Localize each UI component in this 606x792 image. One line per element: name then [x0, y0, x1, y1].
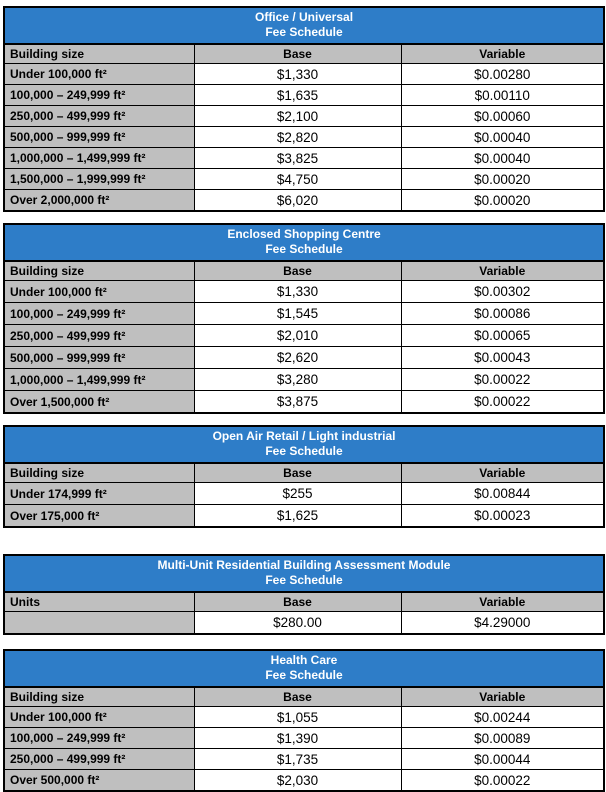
base-cell: $4,750: [194, 169, 401, 190]
column-header-base: Base: [194, 44, 401, 64]
column-header-variable: Variable: [401, 44, 604, 64]
variable-cell: $0.00022: [401, 391, 604, 414]
table-row: [4, 347, 604, 369]
building-size-cell: Under 100,000 ft²: [4, 281, 194, 303]
table-row: [4, 148, 604, 169]
fee-schedule-tables: [3, 6, 603, 792]
column-header-size: Building size: [4, 463, 194, 483]
base-cell: $3,280: [194, 369, 401, 391]
base-cell: $2,010: [194, 325, 401, 347]
building-size-cell: 250,000 – 499,999 ft²: [4, 106, 194, 127]
base-cell: $2,100: [194, 106, 401, 127]
column-header-base: Base: [194, 592, 401, 612]
table-title-row: [4, 224, 604, 261]
building-size-cell: 500,000 – 999,999 ft²: [4, 127, 194, 148]
building-size-cell: 100,000 – 249,999 ft²: [4, 728, 194, 749]
variable-cell: $0.00044: [401, 749, 604, 770]
table-row: [4, 369, 604, 391]
fee-table-open-air-retail-light-industrial: [3, 425, 605, 528]
table-title-row: [4, 426, 604, 463]
table-title: Office / Universal: [254, 10, 354, 24]
base-cell: $1,545: [194, 303, 401, 325]
fee-table-enclosed-shopping-centre: [3, 223, 605, 414]
fee-table-multi-unit-residential: [3, 554, 605, 635]
variable-cell: $0.00020: [401, 169, 604, 190]
variable-cell: $0.00022: [401, 369, 604, 391]
table-row: [4, 303, 604, 325]
fee-table-office-universal: [3, 6, 605, 212]
column-header-base: Base: [194, 463, 401, 483]
base-cell: $255: [194, 483, 401, 505]
table-row: [4, 483, 604, 505]
base-cell: $3,825: [194, 148, 401, 169]
table-row: [4, 85, 604, 106]
table-header: [4, 650, 604, 687]
column-header-variable: Variable: [401, 463, 604, 483]
table-row: [4, 64, 604, 85]
base-cell: $1,635: [194, 85, 401, 106]
table-header: [4, 426, 604, 463]
table-row: [4, 707, 604, 728]
column-header-variable: Variable: [401, 687, 604, 707]
variable-cell: $0.00244: [401, 707, 604, 728]
table-title-row: [4, 650, 604, 687]
variable-cell: $0.00022: [401, 770, 604, 792]
table-row: [4, 505, 604, 528]
table-title: Multi-Unit Residential Building Assessment Module: [157, 558, 451, 572]
base-cell: $3,875: [194, 391, 401, 414]
table-subtitle: Fee Schedule: [265, 444, 343, 458]
table-row: [4, 127, 604, 148]
column-header-variable: Variable: [401, 261, 604, 281]
table-row: [4, 391, 604, 414]
variable-cell: $0.00065: [401, 325, 604, 347]
variable-cell: $0.00023: [401, 505, 604, 528]
base-cell: $1,330: [194, 281, 401, 303]
base-cell: $2,820: [194, 127, 401, 148]
column-header-size: Units: [4, 592, 194, 612]
table-row: [4, 281, 604, 303]
variable-cell: $0.00043: [401, 347, 604, 369]
column-header-row: [4, 592, 604, 612]
column-header-size: Building size: [4, 687, 194, 707]
base-cell: $1,625: [194, 505, 401, 528]
variable-cell: $0.00302: [401, 281, 604, 303]
column-header-base: Base: [194, 687, 401, 707]
table-title: Open Air Retail / Light industrial: [212, 429, 396, 443]
building-size-cell: Over 1,500,000 ft²: [4, 391, 194, 414]
column-header-row: [4, 463, 604, 483]
table-row: [4, 169, 604, 190]
table-row: [4, 325, 604, 347]
building-size-cell: Under 100,000 ft²: [4, 707, 194, 728]
column-header-row: [4, 44, 604, 64]
table-header: [4, 7, 604, 44]
table-title-row: [4, 7, 604, 44]
building-size-cell: 100,000 – 249,999 ft²: [4, 85, 194, 106]
column-header-size: Building size: [4, 44, 194, 64]
variable-cell: $0.00020: [401, 190, 604, 212]
building-size-cell: Over 500,000 ft²: [4, 770, 194, 792]
base-cell: $2,030: [194, 770, 401, 792]
variable-cell: $0.00086: [401, 303, 604, 325]
building-size-cell: 250,000 – 499,999 ft²: [4, 325, 194, 347]
building-size-cell: Under 174,999 ft²: [4, 483, 194, 505]
variable-cell: $0.00040: [401, 148, 604, 169]
building-size-cell: 1,000,000 – 1,499,999 ft²: [4, 369, 194, 391]
column-header-base: Base: [194, 261, 401, 281]
base-cell: $2,620: [194, 347, 401, 369]
variable-cell: $0.00110: [401, 85, 604, 106]
column-header-variable: Variable: [401, 592, 604, 612]
column-header-size: Building size: [4, 261, 194, 281]
fee-table-health-care: [3, 649, 605, 792]
variable-cell: $0.00844: [401, 483, 604, 505]
table-title-row: [4, 555, 604, 592]
building-size-cell: Over 2,000,000 ft²: [4, 190, 194, 212]
table-subtitle: Fee Schedule: [265, 668, 343, 682]
table-header: [4, 224, 604, 261]
table-title: Health Care: [270, 653, 338, 667]
table-subtitle: Fee Schedule: [265, 25, 343, 39]
table-subtitle: Fee Schedule: [265, 573, 343, 587]
base-cell: $6,020: [194, 190, 401, 212]
building-size-cell: Under 100,000 ft²: [4, 64, 194, 85]
base-cell: $1,330: [194, 64, 401, 85]
table-row: [4, 728, 604, 749]
base-cell: $280.00: [194, 612, 401, 635]
building-size-cell: 1,000,000 – 1,499,999 ft²: [4, 148, 194, 169]
table-row: [4, 612, 604, 635]
variable-cell: $4.29000: [401, 612, 604, 635]
building-size-cell: 500,000 – 999,999 ft²: [4, 347, 194, 369]
table-row: [4, 106, 604, 127]
column-header-row: [4, 687, 604, 707]
table-row: [4, 190, 604, 212]
variable-cell: $0.00040: [401, 127, 604, 148]
table-header: [4, 555, 604, 592]
building-size-cell: 250,000 – 499,999 ft²: [4, 749, 194, 770]
table-row: [4, 749, 604, 770]
base-cell: $1,390: [194, 728, 401, 749]
building-size-cell: [4, 612, 194, 635]
building-size-cell: 100,000 – 249,999 ft²: [4, 303, 194, 325]
variable-cell: $0.00280: [401, 64, 604, 85]
base-cell: $1,735: [194, 749, 401, 770]
base-cell: $1,055: [194, 707, 401, 728]
variable-cell: $0.00060: [401, 106, 604, 127]
table-subtitle: Fee Schedule: [265, 242, 343, 256]
table-row: [4, 770, 604, 792]
building-size-cell: 1,500,000 – 1,999,999 ft²: [4, 169, 194, 190]
table-title: Enclosed Shopping Centre: [227, 227, 381, 241]
building-size-cell: Over 175,000 ft²: [4, 505, 194, 528]
column-header-row: [4, 261, 604, 281]
variable-cell: $0.00089: [401, 728, 604, 749]
